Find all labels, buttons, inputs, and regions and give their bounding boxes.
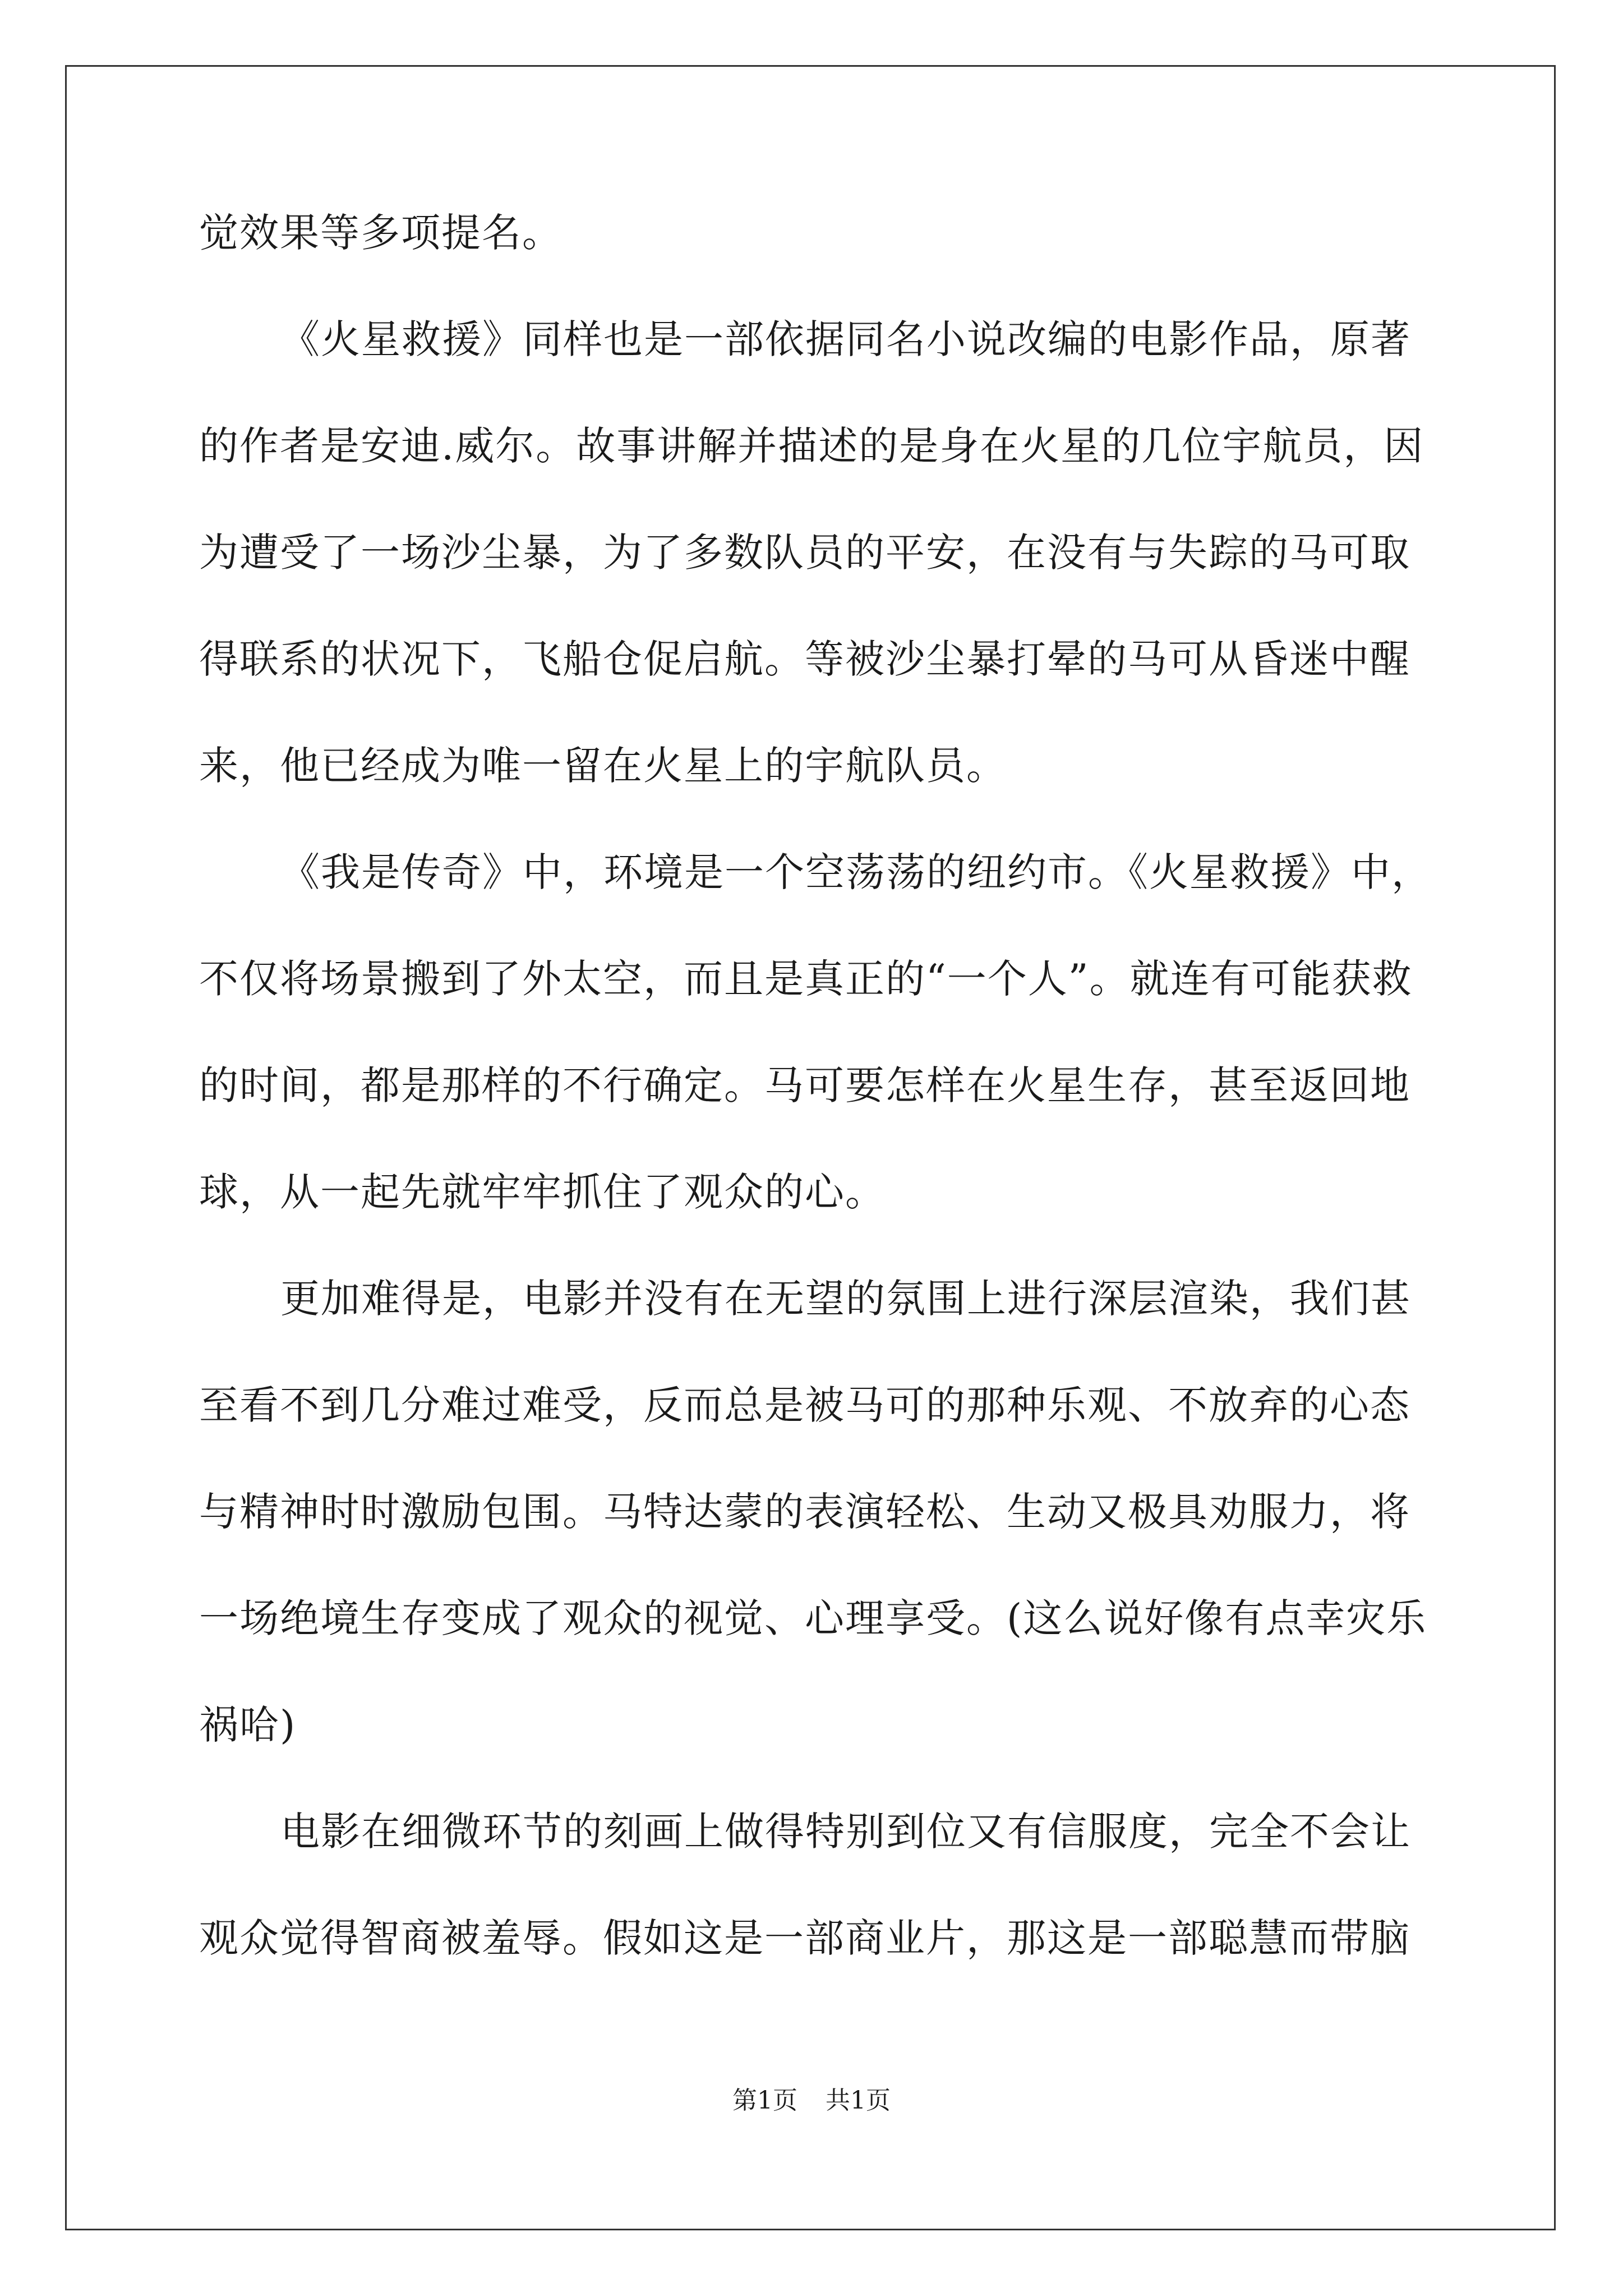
text-line: 观众觉得智商被羞辱。假如这是一部商业片，那这是一部聪慧而带脑 — [199, 1915, 1410, 1961]
text-line: 的作者是安迪.威尔。故事讲解并描述的是身在火星的几位宇航员，因 — [199, 423, 1424, 469]
paragraph-start-line: 电影在细微环节的刻画上做得特别到位又有信服度，完全不会让 — [280, 1809, 1411, 1855]
text-line: 觉效果等多项提名。 — [199, 210, 562, 256]
text-line: 一场绝境生存变成了观众的视觉、心理享受。(这么说好像有点幸灾乐 — [199, 1595, 1427, 1641]
text-line: 球，从一起先就牢牢抓住了观众的心。 — [199, 1169, 886, 1215]
page-footer — [0, 2084, 1623, 2118]
paragraph-start-line: 更加难得是，电影并没有在无望的氛围上进行深层渲染，我们甚 — [280, 1276, 1411, 1322]
text-line: 得联系的状况下，飞船仓促启航。等被沙尘暴打晕的马可从昏迷中醒 — [199, 636, 1410, 682]
page-total: 共1页 — [826, 2086, 891, 2115]
text-line: 至看不到几分难过难受，反而总是被马可的那种乐观、不放弃的心态 — [199, 1382, 1410, 1428]
text-line: 祸哈) — [199, 1702, 297, 1748]
paragraph-start-line: 《我是传奇》中，环境是一个空荡荡的纽约市。《火星救援》中， — [280, 849, 1432, 895]
text-line: 的时间，都是那样的不行确定。马可要怎样在火星生存，甚至返回地 — [199, 1062, 1410, 1108]
page-number: 第1页 — [732, 2086, 797, 2115]
text-line: 与精神时时激励包围。马特达蒙的表演轻松、生动又极具劝服力，将 — [199, 1489, 1410, 1535]
paragraph-start-line: 《火星救援》同样也是一部依据同名小说改编的电影作品，原著 — [280, 316, 1411, 362]
text-line: 为遭受了一场沙尘暴，为了多数队员的平安，在没有与失踪的马可取 — [199, 530, 1410, 576]
text-line: 来，他已经成为唯一留在火星上的宇航队员。 — [199, 743, 1007, 789]
text-line: 不仅将场景搬到了外太空，而且是真正的“一个人”。就连有可能获救 — [199, 956, 1413, 1002]
